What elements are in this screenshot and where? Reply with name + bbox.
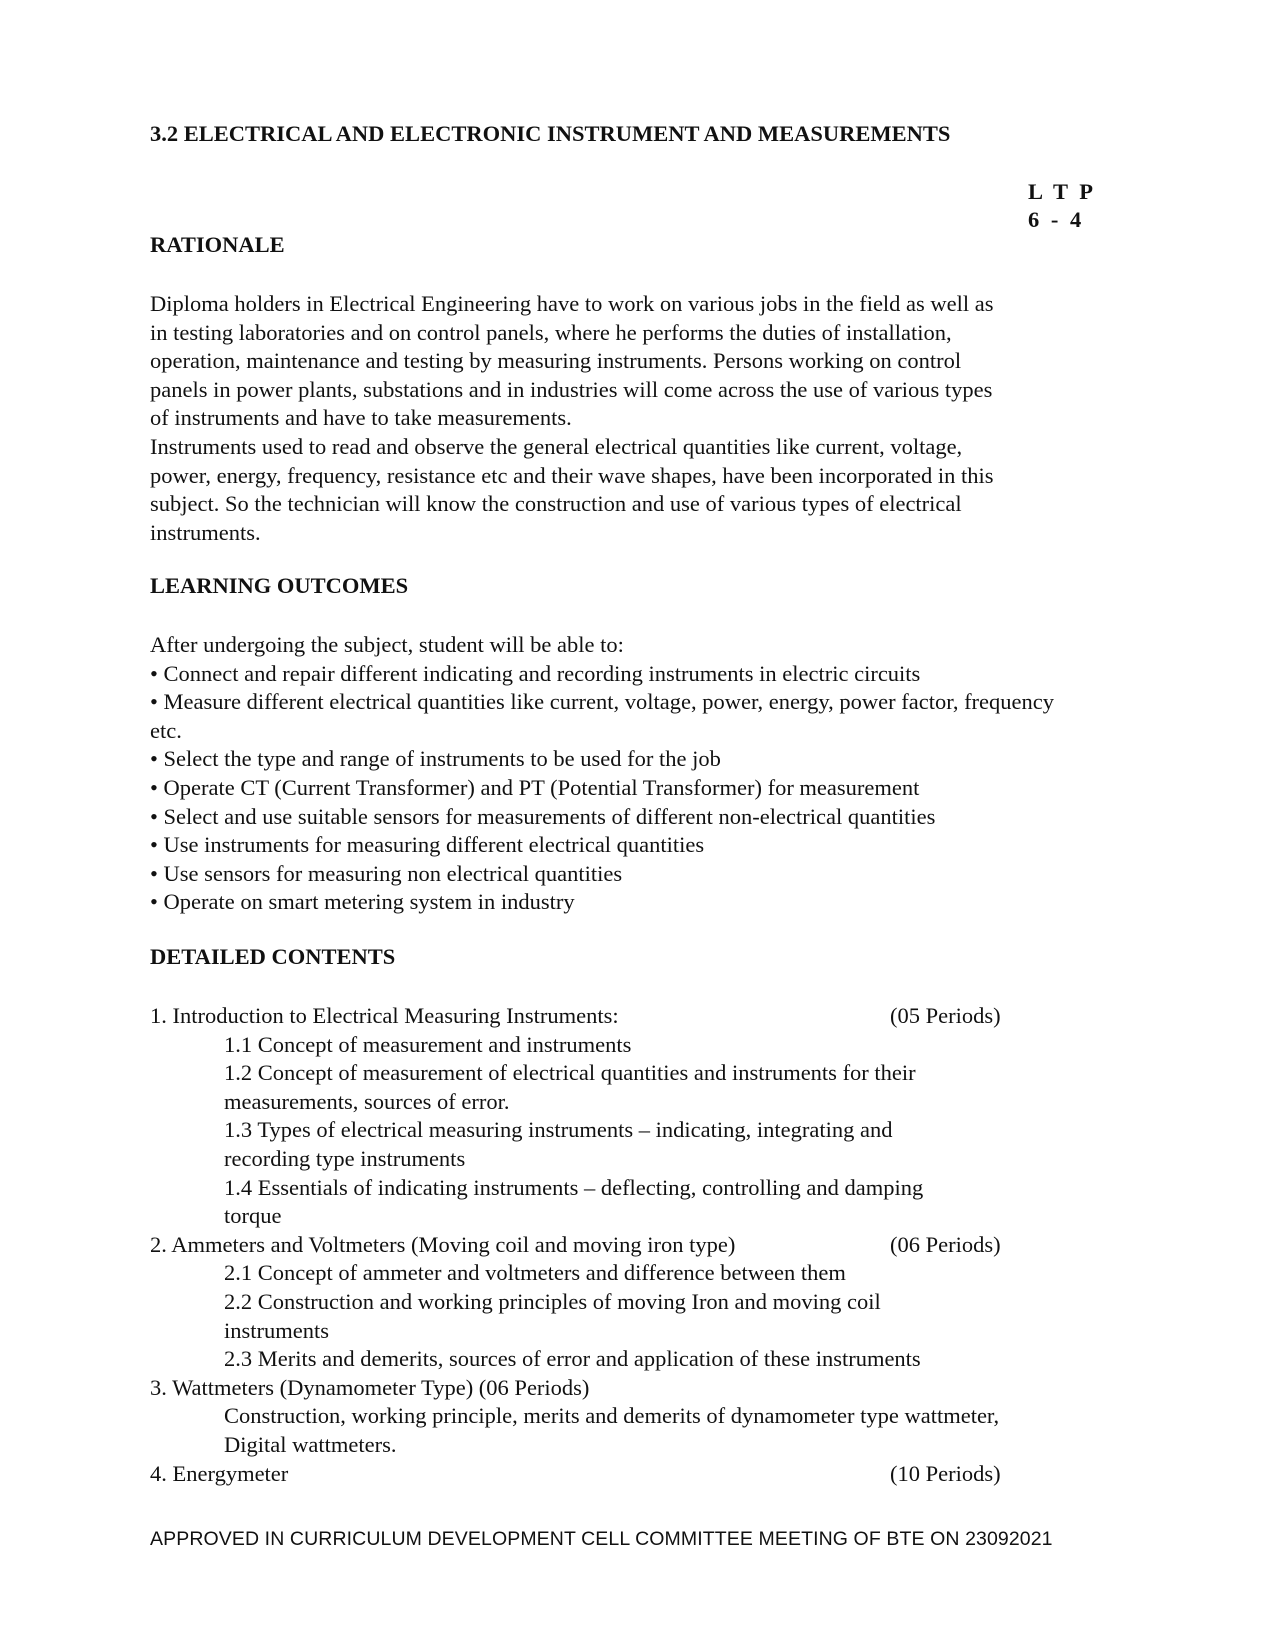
list-item: • Select and use suitable sensors for measurements of different non-electrical quantities: [150, 803, 936, 829]
rationale-line: operation, maintenance and testing by measuring instruments. Persons working on control: [150, 348, 962, 374]
page-title: 3.2 ELECTRICAL AND ELECTRONIC INSTRUMENT AND MEASUREMENTS: [150, 121, 951, 146]
rationale-line: Diploma holders in Electrical Engineering have to work on various jobs in the field as well as: [150, 291, 994, 316]
subsection-line: recording type instruments: [224, 1145, 466, 1171]
subsection-line: 2.1 Concept of ammeter and voltmeters and difference between them: [224, 1260, 846, 1286]
list-item: • Operate on smart metering system in industry: [150, 889, 575, 915]
rationale-line: power, energy, frequency, resistance etc and their wave shapes, have been incorporated in this: [150, 462, 994, 488]
rationale-line: Instruments used to read and observe the general electrical quantities like current, voltage,: [150, 433, 963, 459]
section-row: [150, 1374, 1150, 1403]
ltp-block: [1028, 178, 1096, 234]
subsection-line: 2.2 Construction and working principles of moving Iron and moving coil: [224, 1288, 881, 1314]
rationale-line: instruments.: [150, 519, 261, 545]
rationale-line: of instruments and have to take measurements.: [150, 405, 572, 431]
subsection-line: 1.1 Concept of measurement and instruments: [224, 1031, 632, 1057]
rationale-heading: RATIONALE: [150, 232, 285, 257]
list-item: • Measure different electrical quantities like current, voltage, power, energy, power factor, frequency: [150, 689, 1055, 715]
list-item: • Use sensors for measuring non electrical quantities: [150, 860, 623, 886]
subsection-line: measurements, sources of error.: [224, 1088, 510, 1114]
learning-outcomes-heading: LEARNING OUTCOMES: [150, 573, 409, 598]
list-item: • Operate CT (Current Transformer) and PT (Potential Transformer) for measurement: [150, 774, 920, 800]
section-row: [150, 1002, 1150, 1031]
list-item: etc.: [150, 717, 182, 743]
section-title: 3. Wattmeters (Dynamometer Type) (06 Periods): [150, 1374, 590, 1400]
subsection-line: torque: [224, 1203, 282, 1229]
subsection-line: Construction, working principle, merits and demerits of dynamometer type wattmeter,: [224, 1403, 1000, 1429]
subsection-line: instruments: [224, 1317, 329, 1343]
section-title: 1. Introduction to Electrical Measuring Instruments:: [150, 1003, 619, 1028]
detailed-contents-heading: DETAILED CONTENTS: [150, 944, 396, 969]
footer-note: APPROVED IN CURRICULUM DEVELOPMENT CELL COMMITTEE MEETING OF BTE ON 23092021: [150, 1528, 1053, 1550]
section-periods: (10 Periods): [890, 1460, 1001, 1486]
rationale-line: in testing laboratories and on control panels, where he performs the duties of installation,: [150, 319, 952, 345]
rationale-text: [150, 290, 1090, 547]
list-item: After undergoing the subject, student will be able to:: [150, 632, 624, 657]
section-row: [150, 1460, 1150, 1489]
section-periods: (05 Periods): [890, 1003, 1001, 1028]
list-item: • Connect and repair different indicating and recording instruments in electric circuits: [150, 660, 921, 686]
subsection-line: 1.2 Concept of measurement of electrical quantities and instruments for their: [224, 1060, 916, 1086]
detailed-contents-list: [150, 1002, 1150, 1488]
section-title: 4. Energymeter: [150, 1460, 289, 1486]
subsection-line: 1.4 Essentials of indicating instruments – deflecting, controlling and damping: [224, 1174, 924, 1200]
ltp-header: L T P: [1028, 179, 1096, 204]
subsection-line: 1.3 Types of electrical measuring instruments – indicating, integrating and: [224, 1117, 893, 1143]
rationale-line: panels in power plants, substations and in industries will come across the use of various types: [150, 376, 993, 402]
section-row: [150, 1231, 1150, 1260]
section-title: 2. Ammeters and Voltmeters (Moving coil and moving iron type): [150, 1231, 736, 1257]
list-item: • Use instruments for measuring different electrical quantities: [150, 832, 705, 858]
subsection-line: 2.3 Merits and demerits, sources of error and application of these instruments: [224, 1346, 921, 1372]
learning-outcomes-list: [150, 631, 1150, 917]
subsection-line: Digital wattmeters.: [224, 1431, 397, 1457]
rationale-line: subject. So the technician will know the construction and use of various types of electrical: [150, 491, 962, 517]
list-item: • Select the type and range of instruments to be used for the job: [150, 746, 721, 772]
ltp-values: 6 - 4: [1028, 207, 1085, 232]
section-periods: (06 Periods): [890, 1231, 1001, 1257]
